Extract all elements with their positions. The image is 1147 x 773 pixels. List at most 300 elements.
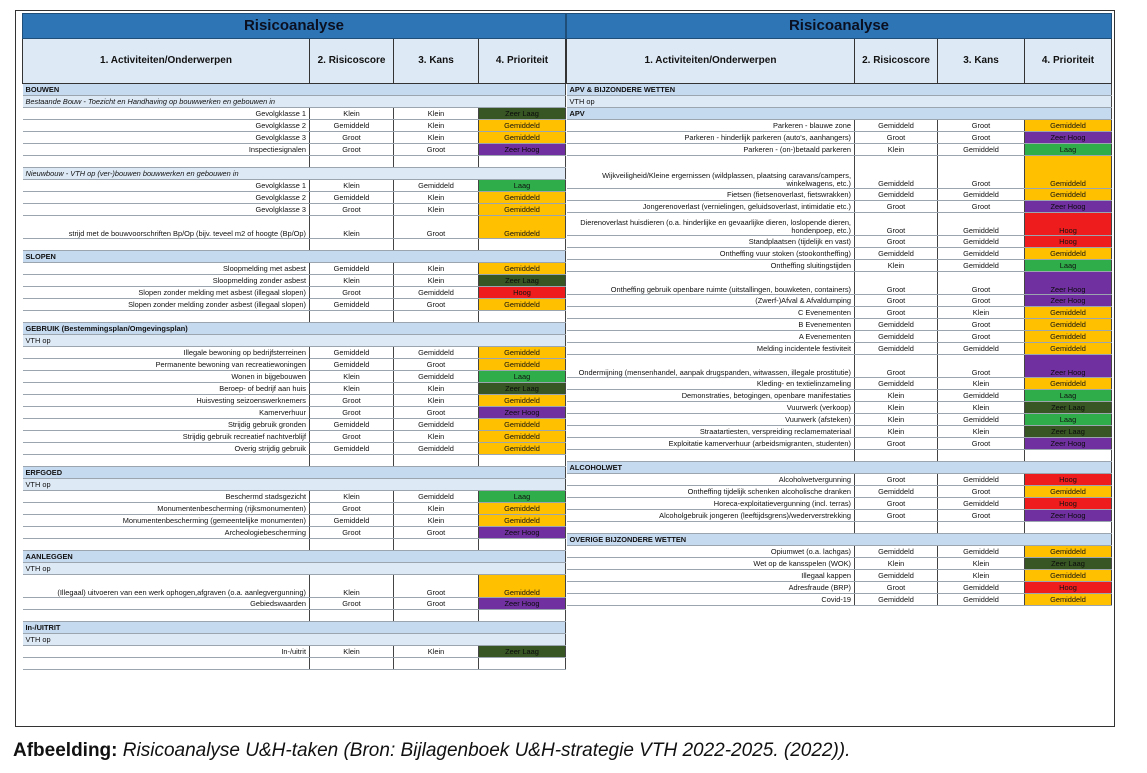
table-row (23, 108, 566, 120)
activity-cell: Slopen zonder melding zonder asbest (illegaal slopen) (23, 299, 310, 311)
priority-cell: Zeer Hoog (479, 144, 566, 156)
activity-cell: Alcoholwetvergunning (567, 474, 855, 486)
activity-cell: Overig strijdig gebruik (23, 443, 310, 455)
riskscore-cell: Gemiddeld (310, 263, 394, 275)
empty-cell (23, 239, 310, 251)
riskscore-cell: Klein (310, 646, 394, 658)
probability-cell: Klein (394, 275, 479, 287)
priority-cell: Zeer Hoog (1025, 295, 1112, 307)
riskscore-cell: Groot (310, 287, 394, 299)
riskscore-cell: Gemiddeld (855, 343, 938, 355)
section-header-row (23, 467, 566, 479)
activity-cell: B Evenementen (567, 319, 855, 331)
riskscore-cell: Klein (855, 390, 938, 402)
activity-cell: Sloopmelding zonder asbest (23, 275, 310, 287)
table-row (567, 156, 1112, 189)
empty-cell (310, 455, 394, 467)
section-header-row (23, 622, 566, 634)
priority-cell: Hoog (479, 287, 566, 299)
riskscore-cell: Gemiddeld (310, 359, 394, 371)
table-row (567, 486, 1112, 498)
header-riskscore: 2. Risicoscore (855, 39, 938, 84)
riskscore-cell: Gemiddeld (855, 120, 938, 132)
priority-cell: Gemiddeld (1025, 331, 1112, 343)
table-title-row (567, 14, 1112, 39)
riskscore-cell: Groot (855, 201, 938, 213)
empty-cell (310, 658, 394, 670)
probability-cell: Klein (394, 204, 479, 216)
priority-cell: Zeer Laag (479, 646, 566, 658)
table-title-row (23, 14, 566, 39)
priority-cell: Laag (1025, 260, 1112, 272)
probability-cell: Klein (394, 515, 479, 527)
table-row (23, 598, 566, 610)
priority-cell: Zeer Hoog (479, 527, 566, 539)
probability-cell: Groot (938, 201, 1025, 213)
empty-cell (23, 658, 310, 670)
empty-cell (479, 610, 566, 622)
riskscore-cell: Groot (855, 132, 938, 144)
activity-cell: Horeca-exploitatievergunning (incl. terras) (567, 498, 855, 510)
activity-cell: Opiumwet (o.a. lachgas) (567, 546, 855, 558)
activity-cell: Parkeren - (on-)betaald parkeren (567, 144, 855, 156)
table-row (567, 355, 1112, 378)
activity-cell: Alcoholgebruik jongeren (leeftijdsgrens)/wederverstrekking (567, 510, 855, 522)
priority-cell: Gemiddeld (479, 347, 566, 359)
column-header-row (23, 39, 566, 84)
activity-cell: Kleding- en textielinzameling (567, 378, 855, 390)
empty-cell (394, 311, 479, 323)
priority-cell: Gemiddeld (1025, 189, 1112, 201)
riskscore-cell: Groot (855, 236, 938, 248)
activity-cell: Vuurwerk (afsteken) (567, 414, 855, 426)
empty-cell (394, 156, 479, 168)
table-row (23, 263, 566, 275)
activity-cell: Wonen in bijgebouwen (23, 371, 310, 383)
section-title: OVERIGE BIJZONDERE WETTEN (567, 534, 1112, 546)
probability-cell: Gemiddeld (938, 144, 1025, 156)
empty-cell (479, 239, 566, 251)
empty-cell (938, 522, 1025, 534)
probability-cell: Klein (394, 120, 479, 132)
probability-cell: Klein (938, 558, 1025, 570)
probability-cell: Gemiddeld (938, 474, 1025, 486)
spacer-row (567, 522, 1112, 534)
spacer-row (23, 156, 566, 168)
priority-cell: Zeer Laag (1025, 426, 1112, 438)
table-row (567, 213, 1112, 236)
spacer-row (23, 239, 566, 251)
riskscore-cell: Groot (855, 474, 938, 486)
table-row (23, 144, 566, 156)
empty-cell (394, 539, 479, 551)
section-title: AANLEGGEN (23, 551, 566, 563)
riskscore-cell: Klein (310, 216, 394, 239)
activity-cell: Gevolgklasse 2 (23, 192, 310, 204)
empty-cell (23, 156, 310, 168)
table-row (23, 204, 566, 216)
table-row (567, 132, 1112, 144)
empty-cell (855, 522, 938, 534)
riskscore-cell: Klein (855, 426, 938, 438)
table-row (567, 390, 1112, 402)
activity-cell: Ontheffing vuur stoken (stookontheffing) (567, 248, 855, 260)
table-row (567, 558, 1112, 570)
probability-cell: Gemiddeld (938, 594, 1025, 606)
table-row (23, 192, 566, 204)
probability-cell: Klein (938, 570, 1025, 582)
riskscore-cell: Klein (310, 491, 394, 503)
riskscore-cell: Gemiddeld (310, 419, 394, 431)
header-riskscore: 2. Risicoscore (310, 39, 394, 84)
table-row (567, 343, 1112, 355)
priority-cell: Gemiddeld (1025, 570, 1112, 582)
priority-cell: Hoog (1025, 498, 1112, 510)
activity-cell: Strijdig gebruik gronden (23, 419, 310, 431)
activity-cell: (Zwerf-)Afval & Afvaldumping (567, 295, 855, 307)
activity-cell: Jongerenoverlast (vernielingen, geluidsoverlast, intimidatie etc.) (567, 201, 855, 213)
table-row (567, 510, 1112, 522)
empty-cell (310, 311, 394, 323)
empty-cell (479, 311, 566, 323)
table-row (567, 498, 1112, 510)
subsection-title: VTH op (23, 563, 566, 575)
priority-cell: Zeer Hoog (1025, 201, 1112, 213)
priority-cell: Gemiddeld (479, 503, 566, 515)
priority-cell: Gemiddeld (479, 443, 566, 455)
empty-cell (567, 450, 855, 462)
empty-cell (567, 522, 855, 534)
empty-cell (23, 539, 310, 551)
probability-cell: Gemiddeld (938, 546, 1025, 558)
riskscore-cell: Groot (855, 498, 938, 510)
riskscore-cell: Groot (310, 431, 394, 443)
priority-cell: Hoog (1025, 474, 1112, 486)
table-row (23, 515, 566, 527)
probability-cell: Klein (394, 395, 479, 407)
probability-cell: Gemiddeld (394, 347, 479, 359)
risk-table-right-panel (566, 13, 1111, 606)
priority-cell: Gemiddeld (479, 299, 566, 311)
riskscore-cell: Groot (855, 307, 938, 319)
riskscore-cell: Groot (310, 407, 394, 419)
caption-label: Afbeelding: (13, 740, 118, 761)
section-title: ERFGOED (23, 467, 566, 479)
section-header-row (23, 251, 566, 263)
riskscore-cell: Gemiddeld (310, 347, 394, 359)
riskscore-cell: Groot (310, 144, 394, 156)
activity-cell: Melding incidentele festiviteit (567, 343, 855, 355)
activity-cell: Monumentenbescherming (gemeentelijke monumenten) (23, 515, 310, 527)
figure-caption (13, 740, 850, 762)
riskscore-cell: Klein (310, 383, 394, 395)
section-title: APV & BIJZONDERE WETTEN (567, 84, 1112, 96)
priority-cell: Hoog (1025, 213, 1112, 236)
priority-cell: Zeer Hoog (1025, 132, 1112, 144)
priority-cell: Gemiddeld (1025, 307, 1112, 319)
activity-cell: Fietsen (fietsenoverlast, fietswrakken) (567, 189, 855, 201)
spacer-row (567, 450, 1112, 462)
priority-cell: Gemiddeld (479, 575, 566, 598)
activity-cell: Wijkveiligheid/Kleine ergernissen (wildplassen, plaatsing caravans/campers, winkelwagens, etc.) (567, 156, 855, 189)
probability-cell: Groot (938, 120, 1025, 132)
table-row (23, 180, 566, 192)
table-row (23, 275, 566, 287)
probability-cell: Gemiddeld (938, 414, 1025, 426)
probability-cell: Groot (938, 272, 1025, 295)
activity-cell: Straatartiesten, verspreiding reclamemateriaal (567, 426, 855, 438)
probability-cell: Gemiddeld (938, 498, 1025, 510)
activity-cell: Beschermd stadsgezicht (23, 491, 310, 503)
activity-cell: Kamerverhuur (23, 407, 310, 419)
probability-cell: Groot (938, 438, 1025, 450)
probability-cell: Groot (938, 132, 1025, 144)
riskscore-cell: Groot (855, 272, 938, 295)
table-row (23, 287, 566, 299)
empty-cell (23, 311, 310, 323)
table-row (567, 474, 1112, 486)
risk-table-left-panel (22, 13, 565, 670)
empty-cell (394, 610, 479, 622)
activity-cell: Beroep- of bedrijf aan huis (23, 383, 310, 395)
riskscore-cell: Gemiddeld (855, 156, 938, 189)
priority-cell: Laag (479, 371, 566, 383)
probability-cell: Klein (394, 263, 479, 275)
activity-cell: Monumentenbescherming (rijksmonumenten) (23, 503, 310, 515)
table-row (23, 491, 566, 503)
priority-cell: Gemiddeld (479, 216, 566, 239)
priority-cell: Laag (479, 180, 566, 192)
subsection-title: VTH op (23, 634, 566, 646)
section-title: GEBRUIK (Bestemmingsplan/Omgevingsplan) (23, 323, 566, 335)
activity-cell: Ontheffing gebruik openbare ruimte (uitstallingen, bouwketen, containers) (567, 272, 855, 295)
priority-cell: Zeer Laag (479, 383, 566, 395)
priority-cell: Gemiddeld (1025, 546, 1112, 558)
activity-cell: Gevolgklasse 3 (23, 204, 310, 216)
table-row (567, 272, 1112, 295)
activity-cell: Gebiedswaarden (23, 598, 310, 610)
table-row (23, 371, 566, 383)
priority-cell: Gemiddeld (479, 419, 566, 431)
empty-cell (855, 450, 938, 462)
activity-cell: Gevolgklasse 2 (23, 120, 310, 132)
table-title: Risicoanalyse (567, 14, 1112, 39)
table-row (23, 347, 566, 359)
activity-cell: Sloopmelding met asbest (23, 263, 310, 275)
riskscore-cell: Gemiddeld (855, 546, 938, 558)
probability-cell: Groot (938, 486, 1025, 498)
riskscore-cell: Groot (855, 582, 938, 594)
section-title: In-/UITRIT (23, 622, 566, 634)
activity-cell: Ontheffing sluitingstijden (567, 260, 855, 272)
empty-cell (1025, 522, 1112, 534)
riskscore-cell: Klein (855, 414, 938, 426)
activity-cell: Exploitatie kamerverhuur (arbeidsmigranten, studenten) (567, 438, 855, 450)
probability-cell: Groot (394, 144, 479, 156)
priority-cell: Gemiddeld (1025, 319, 1112, 331)
table-row (567, 426, 1112, 438)
table-row (23, 646, 566, 658)
spacer-row (23, 311, 566, 323)
activity-cell: Inspectiesignalen (23, 144, 310, 156)
priority-cell: Zeer Laag (1025, 558, 1112, 570)
section-header-row (567, 108, 1112, 120)
riskscore-cell: Groot (855, 213, 938, 236)
table-row (567, 319, 1112, 331)
probability-cell: Klein (938, 307, 1025, 319)
activity-cell: Covid-19 (567, 594, 855, 606)
header-probability: 3. Kans (938, 39, 1025, 84)
probability-cell: Klein (394, 192, 479, 204)
empty-cell (23, 455, 310, 467)
activity-cell: In-/uitrit (23, 646, 310, 658)
activity-cell: Illegaal kappen (567, 570, 855, 582)
priority-cell: Zeer Hoog (479, 598, 566, 610)
empty-cell (394, 455, 479, 467)
riskscore-cell: Gemiddeld (855, 319, 938, 331)
riskscore-cell: Groot (310, 132, 394, 144)
activity-cell: Gevolgklasse 1 (23, 108, 310, 120)
activity-cell: Permanente bewoning van recreatiewoningen (23, 359, 310, 371)
priority-cell: Gemiddeld (479, 515, 566, 527)
priority-cell: Gemiddeld (479, 263, 566, 275)
table-row (567, 546, 1112, 558)
subsection-title: VTH op (23, 479, 566, 491)
probability-cell: Klein (394, 431, 479, 443)
probability-cell: Klein (394, 646, 479, 658)
table-row (23, 132, 566, 144)
probability-cell: Groot (938, 319, 1025, 331)
empty-cell (938, 450, 1025, 462)
empty-cell (479, 156, 566, 168)
table-row (567, 120, 1112, 132)
probability-cell: Gemiddeld (394, 180, 479, 192)
priority-cell: Laag (1025, 390, 1112, 402)
table-row (567, 260, 1112, 272)
table-row (23, 120, 566, 132)
priority-cell: Zeer Laag (479, 275, 566, 287)
spacer-row (23, 658, 566, 670)
riskscore-cell: Groot (310, 503, 394, 515)
riskscore-cell: Klein (855, 260, 938, 272)
table-row (23, 299, 566, 311)
probability-cell: Groot (394, 407, 479, 419)
probability-cell: Gemiddeld (938, 343, 1025, 355)
probability-cell: Groot (394, 527, 479, 539)
section-title: SLOPEN (23, 251, 566, 263)
activity-cell: (Illegaal) uitvoeren van een werk ophogen,afgraven (o.a. aanlegvergunning) (23, 575, 310, 598)
empty-cell (310, 539, 394, 551)
probability-cell: Groot (938, 295, 1025, 307)
priority-cell: Zeer Hoog (1025, 438, 1112, 450)
probability-cell: Gemiddeld (938, 236, 1025, 248)
subsection-row (23, 96, 566, 108)
probability-cell: Gemiddeld (938, 390, 1025, 402)
probability-cell: Groot (394, 216, 479, 239)
priority-cell: Zeer Laag (1025, 402, 1112, 414)
priority-cell: Gemiddeld (479, 359, 566, 371)
riskscore-cell: Klein (310, 180, 394, 192)
caption-text: Risicoanalyse U&H-taken (Bron: Bijlagenboek U&H-strategie VTH 2022-2025. (2022)). (122, 740, 851, 761)
riskscore-cell: Groot (855, 355, 938, 378)
table-row (567, 594, 1112, 606)
subsection-title: VTH op (567, 96, 1112, 108)
table-row (567, 144, 1112, 156)
subsection-title: Bestaande Bouw - Toezicht en Handhaving op bouwwerken en gebouwen in (23, 96, 566, 108)
table-row (23, 443, 566, 455)
probability-cell: Groot (938, 510, 1025, 522)
priority-cell: Zeer Hoog (1025, 355, 1112, 378)
table-row (23, 383, 566, 395)
priority-cell: Gemiddeld (1025, 343, 1112, 355)
activity-cell: Vuurwerk (verkoop) (567, 402, 855, 414)
priority-cell: Zeer Laag (479, 108, 566, 120)
subsection-row (23, 168, 566, 180)
riskscore-cell: Klein (310, 108, 394, 120)
activity-cell: Parkeren - blauwe zone (567, 120, 855, 132)
priority-cell: Zeer Hoog (1025, 272, 1112, 295)
section-header-row (23, 84, 566, 96)
priority-cell: Zeer Hoog (1025, 510, 1112, 522)
activity-cell: Adresfraude (BRP) (567, 582, 855, 594)
header-activities: 1. Activiteiten/Onderwerpen (23, 39, 310, 84)
probability-cell: Groot (394, 598, 479, 610)
activity-cell: Gevolgklasse 3 (23, 132, 310, 144)
table-row (23, 527, 566, 539)
table-row (567, 402, 1112, 414)
priority-cell: Gemiddeld (1025, 486, 1112, 498)
priority-cell: Gemiddeld (479, 132, 566, 144)
priority-cell: Gemiddeld (479, 431, 566, 443)
riskscore-cell: Gemiddeld (855, 378, 938, 390)
section-title: APV (567, 108, 1112, 120)
riskscore-cell: Groot (310, 598, 394, 610)
priority-cell: Gemiddeld (479, 192, 566, 204)
table-row (23, 419, 566, 431)
empty-cell (479, 455, 566, 467)
table-row (567, 570, 1112, 582)
table-row (567, 438, 1112, 450)
riskscore-cell: Groot (310, 527, 394, 539)
empty-cell (479, 539, 566, 551)
activity-cell: Archeologiebescherming (23, 527, 310, 539)
priority-cell: Gemiddeld (479, 395, 566, 407)
subsection-title: VTH op (23, 335, 566, 347)
header-probability: 3. Kans (394, 39, 479, 84)
probability-cell: Klein (938, 378, 1025, 390)
probability-cell: Groot (394, 359, 479, 371)
section-header-row (567, 462, 1112, 474)
probability-cell: Klein (394, 132, 479, 144)
activity-cell: Ontheffing tijdelijk schenken alcoholische dranken (567, 486, 855, 498)
empty-cell (1025, 450, 1112, 462)
table-row (23, 575, 566, 598)
probability-cell: Gemiddeld (394, 419, 479, 431)
table-row (23, 395, 566, 407)
header-priority: 4. Prioriteit (479, 39, 566, 84)
riskscore-cell: Groot (310, 204, 394, 216)
activity-cell: Slopen zonder melding met asbest (illegaal slopen) (23, 287, 310, 299)
activity-cell: Demonstraties, betogingen, openbare manifestaties (567, 390, 855, 402)
table-row (23, 407, 566, 419)
priority-cell: Gemiddeld (1025, 120, 1112, 132)
priority-cell: Gemiddeld (479, 204, 566, 216)
riskscore-cell: Gemiddeld (855, 594, 938, 606)
priority-cell: Zeer Hoog (479, 407, 566, 419)
riskscore-cell: Groot (855, 510, 938, 522)
probability-cell: Gemiddeld (938, 213, 1025, 236)
subsection-row (23, 479, 566, 491)
